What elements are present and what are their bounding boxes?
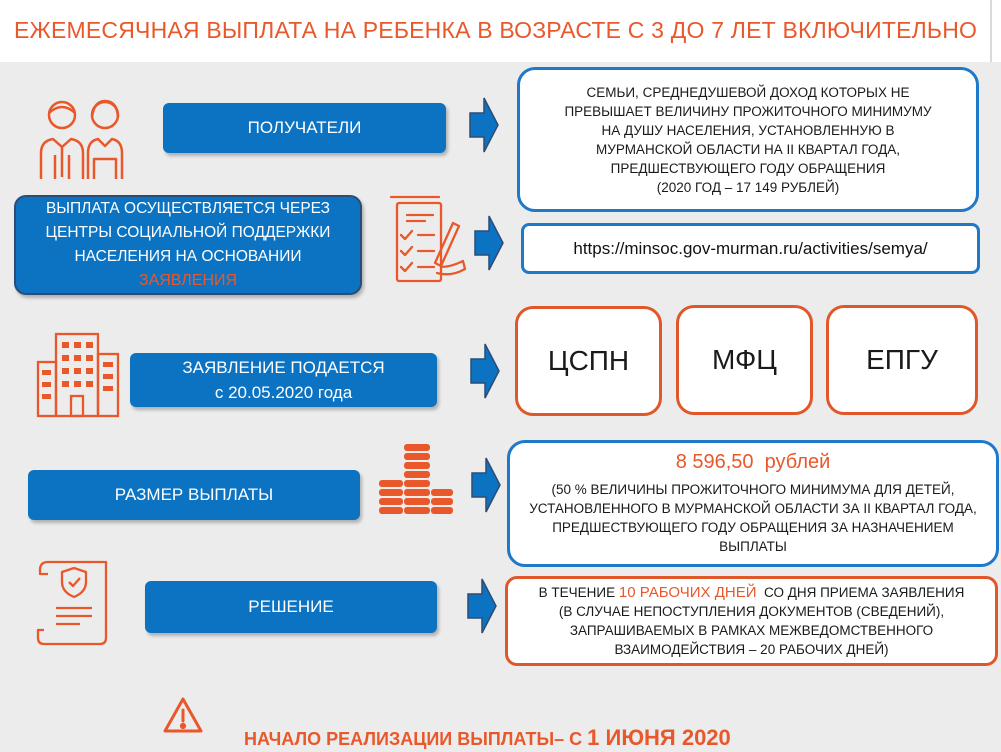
option-mfc-label: МФЦ	[711, 344, 777, 375]
amount-text: (50 % ВЕЛИЧИНЫ ПРОЖИТОЧНОГО МИНИМУМА ДЛЯ ДЕТЕЙ, УСТАНОВЛЕННОГО В МУРМАНСКОЙ ОБЛАСТИ ЗА II КВАРТАЛ ГОДА, ПРЕДШЕСТВУЮЩЕГО ГОДУ ОБРАЩЕНИЯ ЗА НАЗНАЧЕНИЕМ ВЫПЛАТЫ	[529, 482, 977, 554]
people-icon	[38, 95, 130, 179]
arrow-right-icon	[469, 342, 501, 400]
recipients-label: ПОЛУЧАТЕЛИ	[163, 103, 446, 153]
decision-label: РЕШЕНИЕ	[145, 581, 437, 633]
application-line-1: ЗАЯВЛЕНИЕ ПОДАЕТСЯ	[182, 358, 385, 377]
warning-icon	[162, 696, 204, 734]
decision-highlight: 10 РАБОЧИХ ДНЕЙ	[618, 584, 757, 601]
option-epgu-label: ЕПГУ	[866, 344, 938, 375]
payment-via-highlight: ЗАЯВЛЕНИЯ	[138, 272, 238, 289]
application-label	[130, 353, 437, 407]
arrow-right-icon	[473, 214, 505, 272]
arrow-right-icon	[468, 96, 500, 154]
option-cspn	[515, 306, 662, 416]
footer-note	[234, 704, 731, 751]
amount-value: 8 596,50 рублей	[675, 451, 831, 473]
decision-prefix: В ТЕЧЕНИЕ	[538, 585, 619, 600]
certificate-icon	[36, 556, 112, 646]
option-epgu	[826, 305, 978, 415]
website-link[interactable]: https://minsoc.gov-murman.ru/activities/semya/	[573, 238, 928, 258]
decision-suffix: СО ДНЯ ПРИЕМА ЗАЯВЛЕНИЯ	[756, 585, 965, 600]
arrow-right-icon	[470, 456, 502, 514]
decision-text: (В СЛУЧАЕ НЕПОСТУПЛЕНИЯ ДОКУМЕНТОВ (СВЕДЕНИЙ), ЗАПРАШИВАЕМЫХ В РАМКАХ МЕЖВЕДОМСТВЕННОГО ВЗАИМОДЕЙСТВИЯ – 20 РАБОЧИХ ДНЕЙ)	[558, 604, 945, 657]
application-line-2: с 20.05.2020 года	[214, 383, 353, 402]
amount-description	[507, 440, 999, 567]
recipients-description	[517, 67, 979, 212]
website-link-box[interactable]	[521, 223, 980, 274]
header-divider	[990, 0, 992, 62]
recipients-note: (2020 ГОД – 17 149 РУБЛЕЙ)	[656, 179, 840, 195]
building-icon	[36, 328, 120, 418]
footer-text: НАЧАЛО РЕАЛИЗАЦИИ ВЫПЛАТЫ– С	[244, 729, 588, 749]
arrow-right-icon	[466, 577, 498, 635]
header	[0, 0, 1001, 62]
recipients-text: СЕМЬИ, СРЕДНЕДУШЕВОЙ ДОХОД КОТОРЫХ НЕ ПРЕВЫШАЕТ ВЕЛИЧИНУ ПРОЖИТОЧНОГО МИНИМУМУ НА ДУШУ НАСЕЛЕНИЯ, УСТАНОВЛЕННУЮ В МУРМАНСКОЙ ОБЛАСТИ НА II КВАРТАЛ ГОДА, ПРЕДШЕСТВУЮЩЕГО ГОДУ ОБРАЩЕНИЯ	[564, 84, 932, 176]
option-mfc	[676, 305, 813, 415]
checklist-icon	[387, 195, 467, 285]
payment-via-box	[14, 195, 362, 295]
option-cspn-label: ЦСПН	[547, 345, 630, 376]
coins-icon	[377, 440, 455, 522]
page-title: ЕЖЕМЕСЯЧНАЯ ВЫПЛАТА НА РЕБЕНКА В ВОЗРАСТЕ С 3 ДО 7 ЛЕТ ВКЛЮЧИТЕЛЬНО	[14, 17, 978, 43]
payment-via-text: ВЫПЛАТА ОСУЩЕСТВЛЯЕТСЯ ЧЕРЕЗ ЦЕНТРЫ СОЦИАЛЬНОЙ ПОДДЕРЖКИ НАСЕЛЕНИЯ НА ОСНОВАНИИ	[45, 200, 331, 265]
amount-label: РАЗМЕР ВЫПЛАТЫ	[28, 470, 360, 520]
footer-date: 1 ИЮНЯ 2020	[587, 725, 731, 750]
decision-description	[505, 576, 998, 666]
decision-heading	[539, 583, 965, 602]
